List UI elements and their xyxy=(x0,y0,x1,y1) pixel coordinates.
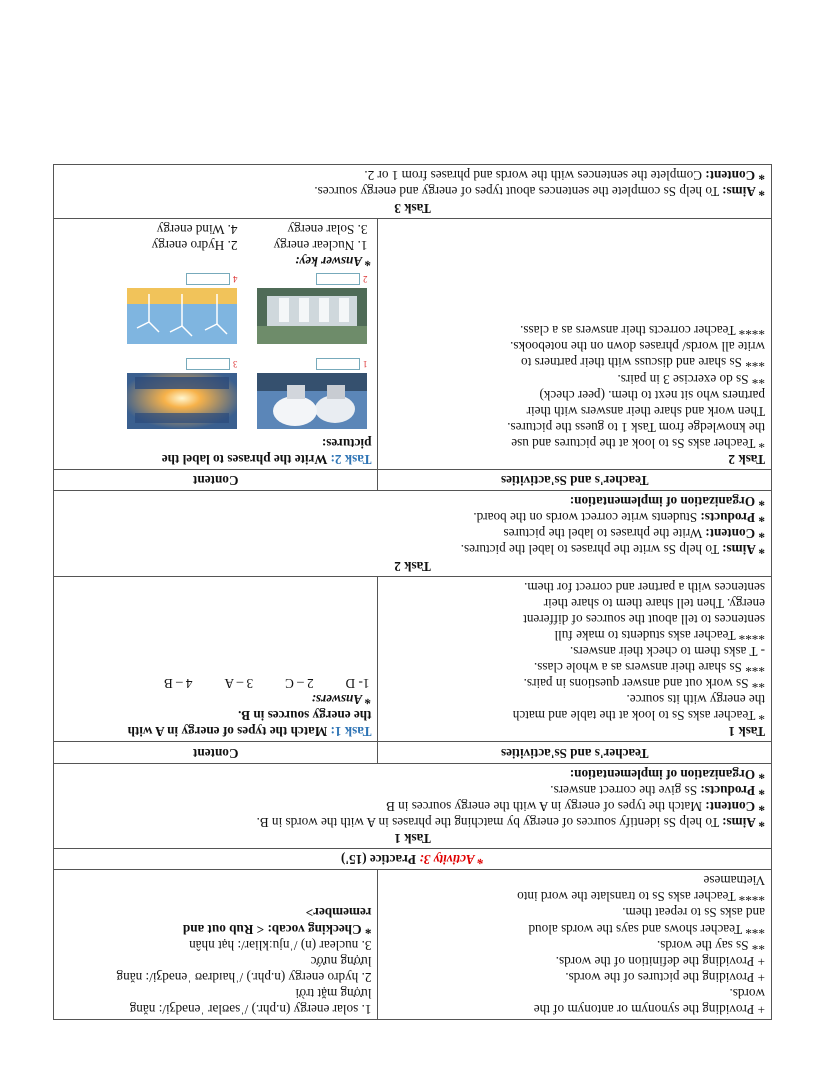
label-blank[interactable] xyxy=(316,358,360,370)
picture-nuclear xyxy=(257,358,367,429)
task2-info-cell xyxy=(54,491,772,576)
column-header-activities: Teacher's and Ss'activities xyxy=(378,470,772,491)
task-header: Task 2 xyxy=(394,558,431,574)
aims-label: * Aims: xyxy=(722,814,765,830)
solar-panels-image xyxy=(127,373,237,429)
text-line: - T asks them to check their answers. xyxy=(569,644,765,660)
task-header: Task 3 xyxy=(394,200,431,216)
task1-content-cell xyxy=(54,576,378,742)
products-label: * Products: xyxy=(700,510,765,526)
text-line: energy. Then tell share them to share their xyxy=(543,595,765,611)
answer-item: 2 – C xyxy=(285,676,314,692)
task1-col-headers xyxy=(54,742,772,763)
text-line: * Teacher asks Ss to look at the pictures and use xyxy=(511,435,765,451)
lesson-plan-table xyxy=(53,164,772,1020)
nuclear-plant-image xyxy=(257,373,367,429)
answer-item: 1- D xyxy=(345,676,370,692)
label-blank[interactable] xyxy=(316,273,360,285)
text-line: sentences to tell about the sources of different xyxy=(523,611,765,627)
text-line: *** Teacher shows and says the words aloud xyxy=(528,921,765,937)
text-line: Then work and share their answers with their xyxy=(526,403,765,419)
aims-label: * Aims: xyxy=(722,542,765,558)
task3-info-row xyxy=(54,165,772,218)
organization-label: * Organization of implementation: xyxy=(569,766,765,782)
text-line: write all words/ phrases down on the notebooks. xyxy=(510,339,765,355)
answer-item: 4 – B xyxy=(163,676,193,692)
activity-title: Practice (15') xyxy=(340,852,417,868)
content-text: Match the types of energy in A with the energy sources in B xyxy=(386,798,702,814)
content-label: * Content: xyxy=(705,526,765,542)
text-line: **** Teacher asks students to make full xyxy=(554,627,765,643)
text-line: Vietnamese xyxy=(703,873,765,889)
task-label: Task 2 xyxy=(728,452,765,467)
task-title: pictures: xyxy=(321,435,372,451)
answer-key-item: 1. Nuclear energy xyxy=(273,237,368,253)
task-title-label: Task 1: xyxy=(330,724,372,740)
task-label: Task 1 xyxy=(728,724,765,740)
task1-info-cell xyxy=(54,763,772,848)
activity3-row xyxy=(54,849,772,870)
picture-hydro xyxy=(257,273,367,344)
task-title-label: Task 2: xyxy=(330,452,372,467)
answer-key-item: 3. Solar energy xyxy=(287,221,368,237)
text-line: + Providing the synonym or antonym of the xyxy=(533,1002,765,1017)
text-line: and asks Ss to repeat them. xyxy=(622,905,765,921)
column-header-content: Content xyxy=(54,742,378,763)
aims-label: * Aims: xyxy=(722,184,765,200)
task2-info-row xyxy=(54,491,772,576)
picture-solar xyxy=(127,358,237,429)
text-line: + Providing the definition of the words. xyxy=(555,953,765,969)
task-title: Write the phrases to label the xyxy=(161,452,328,467)
products-text: Ss give the correct answers. xyxy=(550,782,698,798)
products-label: * Products: xyxy=(700,782,765,798)
activity-label: * Activity 3: xyxy=(419,852,485,868)
picture-number: 2 xyxy=(362,274,368,285)
text-line: **** Teacher corrects their answers as a class. xyxy=(520,323,765,339)
picture-wind xyxy=(127,273,237,344)
text-line: * Teacher asks Ss to look at the table and match xyxy=(512,708,765,724)
organization-label: * Organization of implementation: xyxy=(569,494,765,510)
task1-info-row xyxy=(54,763,772,848)
task1-activities-cell xyxy=(378,576,772,742)
answer-key-label: * Answer key: xyxy=(295,253,372,269)
label-blank[interactable] xyxy=(186,273,230,285)
vocab-row xyxy=(54,870,772,1020)
column-header-activities: Teacher's and Ss'activities xyxy=(378,742,772,763)
answer-key-list xyxy=(60,221,371,253)
vocab-content-cell xyxy=(54,870,378,1020)
text-line: partners who sit next to them. (peer check) xyxy=(539,387,765,403)
answers-list xyxy=(60,675,371,691)
task2-content-cell xyxy=(54,218,378,469)
picture-grid xyxy=(60,273,367,429)
text-line: ** Ss say the words. xyxy=(656,937,765,953)
aims-text: To help Ss identify sources of energy by matching the phrases in A with the words in B. xyxy=(256,814,720,830)
vocab-item: lượng mặt trời xyxy=(295,985,372,1001)
answer-key-item: 4. Wind energy xyxy=(156,221,238,237)
task2-activities-cell xyxy=(378,218,772,469)
vocab-activities-cell xyxy=(378,870,772,1020)
task-title: the energy sources in B. xyxy=(238,708,372,724)
picture-number: 3 xyxy=(232,359,238,370)
text-line: + Providing the pictures of the words. xyxy=(565,969,765,985)
hydro-dam-image xyxy=(257,288,367,344)
text-line: ** Ss work out and answer questions in pairs. xyxy=(523,676,765,692)
answer-item: 3 – A xyxy=(224,676,254,692)
task3-info-cell xyxy=(54,165,772,218)
vocab-item: 3. nuclear (n) /ˈnjuːkliər/: hạt nhân xyxy=(189,937,372,953)
text-line: the knowledge from Task 1 to guess the pictures. xyxy=(507,419,765,435)
task-header: Task 1 xyxy=(394,831,431,847)
text-line: **** Teacher asks Ss to translate the word into xyxy=(517,889,765,905)
vocab-item: lượng nước xyxy=(310,953,372,969)
content-label: * Content: xyxy=(705,798,765,814)
task1-body-row xyxy=(54,576,772,742)
activity3-heading xyxy=(54,849,772,870)
content-text: Complete the sentences with the words and phrases from 1 or 2. xyxy=(364,168,702,184)
text-line: *** Ss share and discuss with their partners to xyxy=(521,355,765,371)
content-label: * Content: xyxy=(705,168,765,184)
checking-vocab: remember> xyxy=(305,905,372,921)
text-line: ** Ss do exercise 3 in pairs. xyxy=(617,371,765,387)
wind-turbines-image xyxy=(127,288,237,344)
products-text: Students write correct words on the board. xyxy=(473,510,698,526)
aims-text: To help Ss complete the sentences about types of energy and energy sources. xyxy=(314,184,720,200)
checking-vocab: * Checking vocab: < Rub out and xyxy=(182,921,372,937)
task2-body-row xyxy=(54,218,772,469)
picture-number: 4 xyxy=(232,274,238,285)
vocab-item: 1. solar energy (n.phr.) /ˈsəʊlər ˈenədʒi/: năng xyxy=(129,1002,372,1017)
task-title: Match the types of energy in A with xyxy=(127,724,328,740)
text-line: *** Ss share their answers as a whole class. xyxy=(533,660,765,676)
aims-text: To help Ss write the phrases to label the pictures. xyxy=(460,542,720,558)
picture-number: 1 xyxy=(362,359,368,370)
answer-key-item: 2. Hydro energy xyxy=(151,237,238,253)
column-header-content: Content xyxy=(54,470,378,491)
text-line: words. xyxy=(729,985,765,1001)
task2-col-headers xyxy=(54,470,772,491)
vocab-item: 2. hydro energy (n.phr.) /ˈhaɪdrəʊ ˈenədʒi/: năng xyxy=(116,969,372,985)
answers-label: * Answers: xyxy=(311,692,372,708)
content-text: Write the phrases to label the pictures xyxy=(503,526,703,542)
text-line: the energy with its source. xyxy=(626,692,765,708)
label-blank[interactable] xyxy=(186,358,230,370)
text-line: sentences with a partner and correct for them. xyxy=(524,579,765,595)
